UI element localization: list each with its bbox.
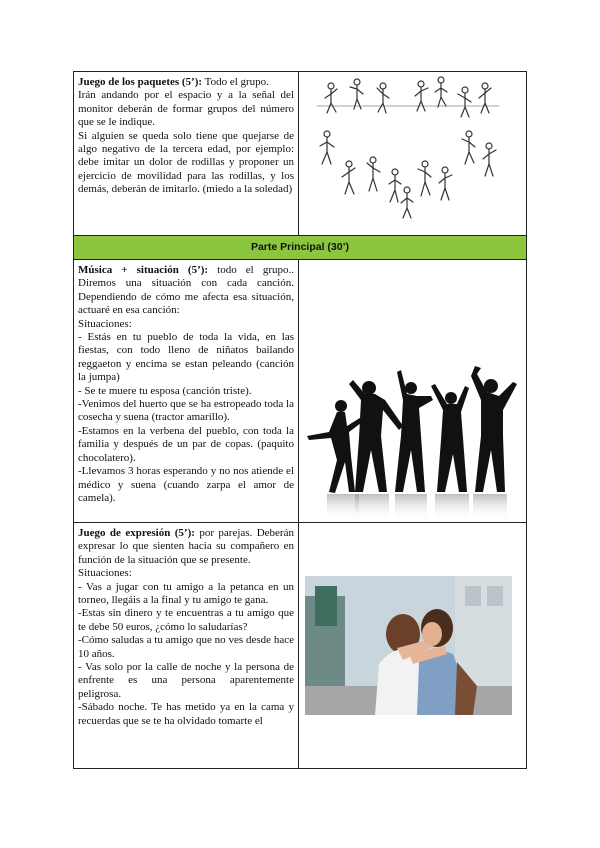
situations-label: Situaciones:: [78, 567, 132, 580]
activity-title: Música + situación (5’):: [78, 264, 209, 276]
image-cell: [299, 260, 526, 522]
dancers-silhouette-icon: [299, 260, 526, 522]
table-row: [74, 72, 526, 236]
image-cell: [299, 523, 526, 768]
activity-cell: [74, 72, 299, 235]
list-item: - Vas a jugar con tu amigo a la petanca en un torneo, llegáis a la final y tu amigo te gana.: [78, 580, 294, 607]
situations-label: Situaciones:: [78, 317, 132, 330]
activity-text: por parejas. Deberán expresar lo que sienten hacia su compañero en función de la situación que se presente.: [78, 527, 294, 566]
activity-text: Irán andando por el espacio y a la señal del monitor deberán de formar grupos del número que se le indique.: [78, 89, 294, 129]
list-item: -Sábado noche. Te has metido ya en la cama y recuerdas que se te ha olvidado tomarte el: [78, 701, 294, 727]
dancing-figures-sketch-icon: [299, 72, 526, 235]
section-header: Parte Principal (30’): [250, 241, 350, 253]
session-table: [73, 71, 527, 769]
list-item: - Vas solo por la calle de noche y la persona de enfrente es una persona aparentemente peligrosa.: [78, 661, 294, 700]
list-item: -Estas sin dinero y te encuentras a tu amigo que te debe 50 euros, ¿cómo lo saludarías?: [78, 607, 294, 633]
list-item: -Cómo saludas a tu amigo que no ves desde hace 10 años.: [78, 634, 294, 660]
list-item: -Venimos del huerto que se ha estropeado toda la cosecha y suena (tractor amarillo).: [78, 398, 294, 424]
activity-text: Todo el grupo.: [202, 76, 269, 88]
list-item: -Llevamos 3 horas esperando y no nos atiende el médico y suena (cuando zarpa el amor de camela).: [78, 465, 294, 504]
activity-title: Juego de los paquetes (5’):: [78, 76, 203, 88]
activity-text: todo el grupo.. Diremos una situación con cada canción. Dependiendo de cómo me afecta esa situación, actuaré en esa canción:: [78, 264, 294, 317]
activity-title: Juego de expresión (5’):: [78, 527, 195, 539]
list-item: -Estamos en la verbena del pueblo, con toda la familia y después de un par de copas. (paquito chocolatero).: [78, 424, 294, 464]
friends-hugging-photo-icon: [305, 576, 512, 715]
list-item: - Se te muere tu esposa (canción triste).: [78, 384, 252, 397]
activity-text: Si alguien se queda solo tiene que quejarse de algo negativo de la tercera edad, por ejemplo: debe imitar un dolor de rodillas y proponer un ejercicio de movilidad para las rodillas, y los demás, deberán de imitarlo. (miedo a la soledad): [78, 129, 294, 196]
table-row: [74, 260, 526, 523]
section-header-row: [74, 236, 526, 260]
table-row: [74, 523, 526, 768]
image-cell: [299, 72, 526, 235]
list-item: - Estás en tu pueblo de toda la vida, en las fiestas, con todo lleno de niñatos bailando reggaeton y encima se estan peleando (canción la jumpa): [78, 331, 294, 384]
activity-cell: [74, 523, 299, 768]
activity-cell: [74, 260, 299, 522]
